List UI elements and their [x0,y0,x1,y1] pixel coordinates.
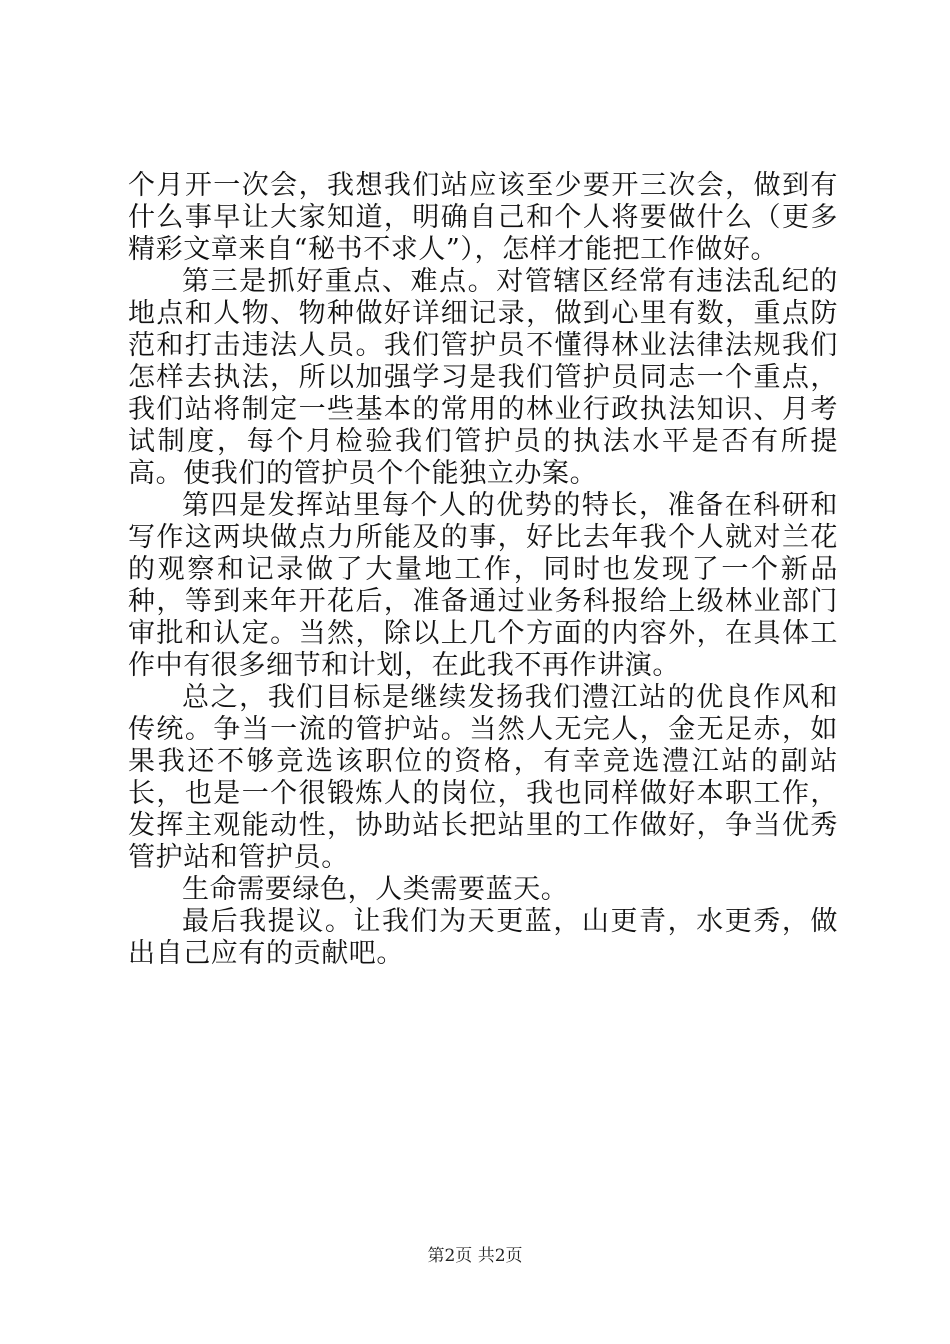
paragraph-conclusion: 总之，我们目标是继续发扬我们澧江站的优良作风和传统。争当一流的管护站。当然人无完人，金无足赤，如果我还不够竞选该职位的资格，有幸竞选澧江站的副站长，也是一个很锻炼人的岗位，我也同样做好本职工作，发挥主观能动性，协助站长把站里的工作做好，争当优秀管护站和管护员。 [128,682,838,873]
paragraph-fourth-point: 第四是发挥站里每个人的优势的特长，准备在科研和写作这两块做点力所能及的事，好比去年我个人就对兰花的观察和记录做了大量地工作，同时也发现了一个新品种，等到来年开花后，准备通过业务科报给上级林业部门审批和认定。当然，除以上几个方面的内容外，在具体工作中有很多细节和计划，在此我不再作讲演。 [128,490,838,681]
page-number-footer: 第2页 共2页 [427,1246,523,1266]
paragraph-closing: 最后我提议。让我们为天更蓝，山更青，水更秀，做出自己应有的贡献吧。 [128,906,838,969]
paragraph-slogan: 生命需要绿色，人类需要蓝天。 [182,874,569,905]
paragraph-continuation: 个月开一次会，我想我们站应该至少要开三次会，做到有什么事早让大家知道，明确自己和个人将要做什么（更多精彩文章来自“秘书不求人”），怎样才能把工作做好。 [128,170,838,265]
document-body [128,170,838,970]
paragraph-third-point: 第三是抓好重点、难点。对管辖区经常有违法乱纪的地点和人物、物种做好详细记录，做到心里有数，重点防范和打击违法人员。我们管护员不懂得林业法律法规我们怎样去执法，所以加强学习是我们管护员同志一个重点，我们站将制定一些基本的常用的林业行政执法知识、月考试制度，每个月检验我们管护员的执法水平是否有所提高。使我们的管护员个个能独立办案。 [128,266,838,489]
